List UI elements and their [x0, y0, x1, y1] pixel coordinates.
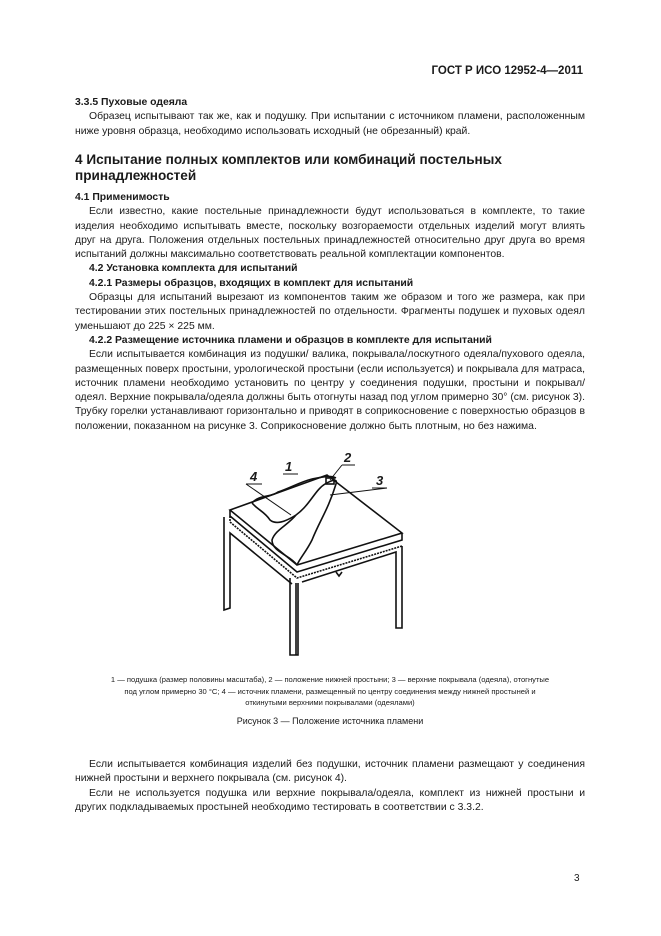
figure-caption: 1 — подушка (размер половины масштаба), 2 — положение нижней простыни; 3 — верхние покрывала (одеяла), отогнутые под углом примерно 30 °С; 4 — источник пламени, размещенный по центру соединения между нижней простыней и откинутыми верхними покрывалами (одеялами)	[110, 675, 550, 707]
figure-label-1: 1	[285, 459, 293, 474]
paragraph: Если испытывается комбинация из подушки/ валика, покрывала/лоскутного одеяла/пухового одеяла, размещенных поверх простыни, урологической простыни (если используется) и покрывала для матраса, источник пламени необходимо установить по центру у соединения подушки, простыни и покрывал/одеял. Верхние покрывала/одеяла должны быть отогнуты назад под углом примерно 30° (см. рисунок 3). Трубку горелки устанавливают горизонтально и приводят в соприкосновение с поверхностью образцов в положении, показанном на рисунке 3. Соприкосновение должно быть плотным, но без нажима.	[75, 349, 585, 432]
figure-label-3: 3	[376, 473, 384, 488]
pillow-outline	[252, 476, 336, 503]
document-header: ГОСТ Р ИСО 12952-4—2011	[431, 65, 583, 77]
paragraph: Образцы для испытаний вырезают из компонентов таким же образом и того же размера, как при тестировании этих постельных принадлежностей по отдельности. Фрагменты подушек и пуховых одеял уменьшают до 225 × 225 мм.	[75, 292, 585, 332]
section-4-2-1-title: 4.2.1 Размеры образцов, входящих в комплект для испытаний	[89, 277, 414, 289]
section-4-2-title: 4.2 Установка комплекта для испытаний	[89, 263, 298, 275]
closing-paragraphs	[75, 758, 585, 815]
section-title: 4 Испытание полных комплектов или комбинаций постельных принадлежностей	[75, 152, 502, 183]
paragraph: Если известно, какие постельные принадлежности будут использоваться в комплекте, то такие изделия необходимо испытывать вместе, поскольку возгораемости отдельных изделий могут влиять друг на друга. Положения отдельных постельных принадлежностей относительно друг друга во время испытаний должны максимально соответствовать реальной комплектации компонентов.	[75, 206, 585, 261]
section-title: 3.3.5 Пуховые одеяла	[75, 97, 188, 108]
section-4-2-2-title: 4.2.2 Размещение источника пламени и образцов в комплекте для испытаний	[89, 334, 492, 346]
figure-title: Рисунок 3 — Положение источника пламени	[236, 716, 424, 726]
paragraph: Если не используется подушка или верхние покрывала/одеяла, комплект из нижней простыни и других подкладываемых простыней необходимо тестировать в соответствии с 3.3.2.	[75, 787, 585, 813]
table-leg-left	[224, 517, 292, 610]
paragraph: Если испытывается комбинация изделий без подушки, источник пламени размещают у соединения нижней простыни и верхнего покрывала (см. рисунок 4).	[75, 759, 585, 785]
page-number: 3	[574, 873, 580, 884]
paragraph: Образец испытывают так же, как и подушку. При испытании с источником пламени, расположенным ниже уровня образца, необходимо использовать исходный (не обрезанный) край.	[75, 111, 585, 137]
figure-label-4: 4	[250, 469, 258, 484]
section-title: 4.1 Применимость	[75, 192, 170, 203]
figure-label-2: 2	[344, 450, 352, 465]
